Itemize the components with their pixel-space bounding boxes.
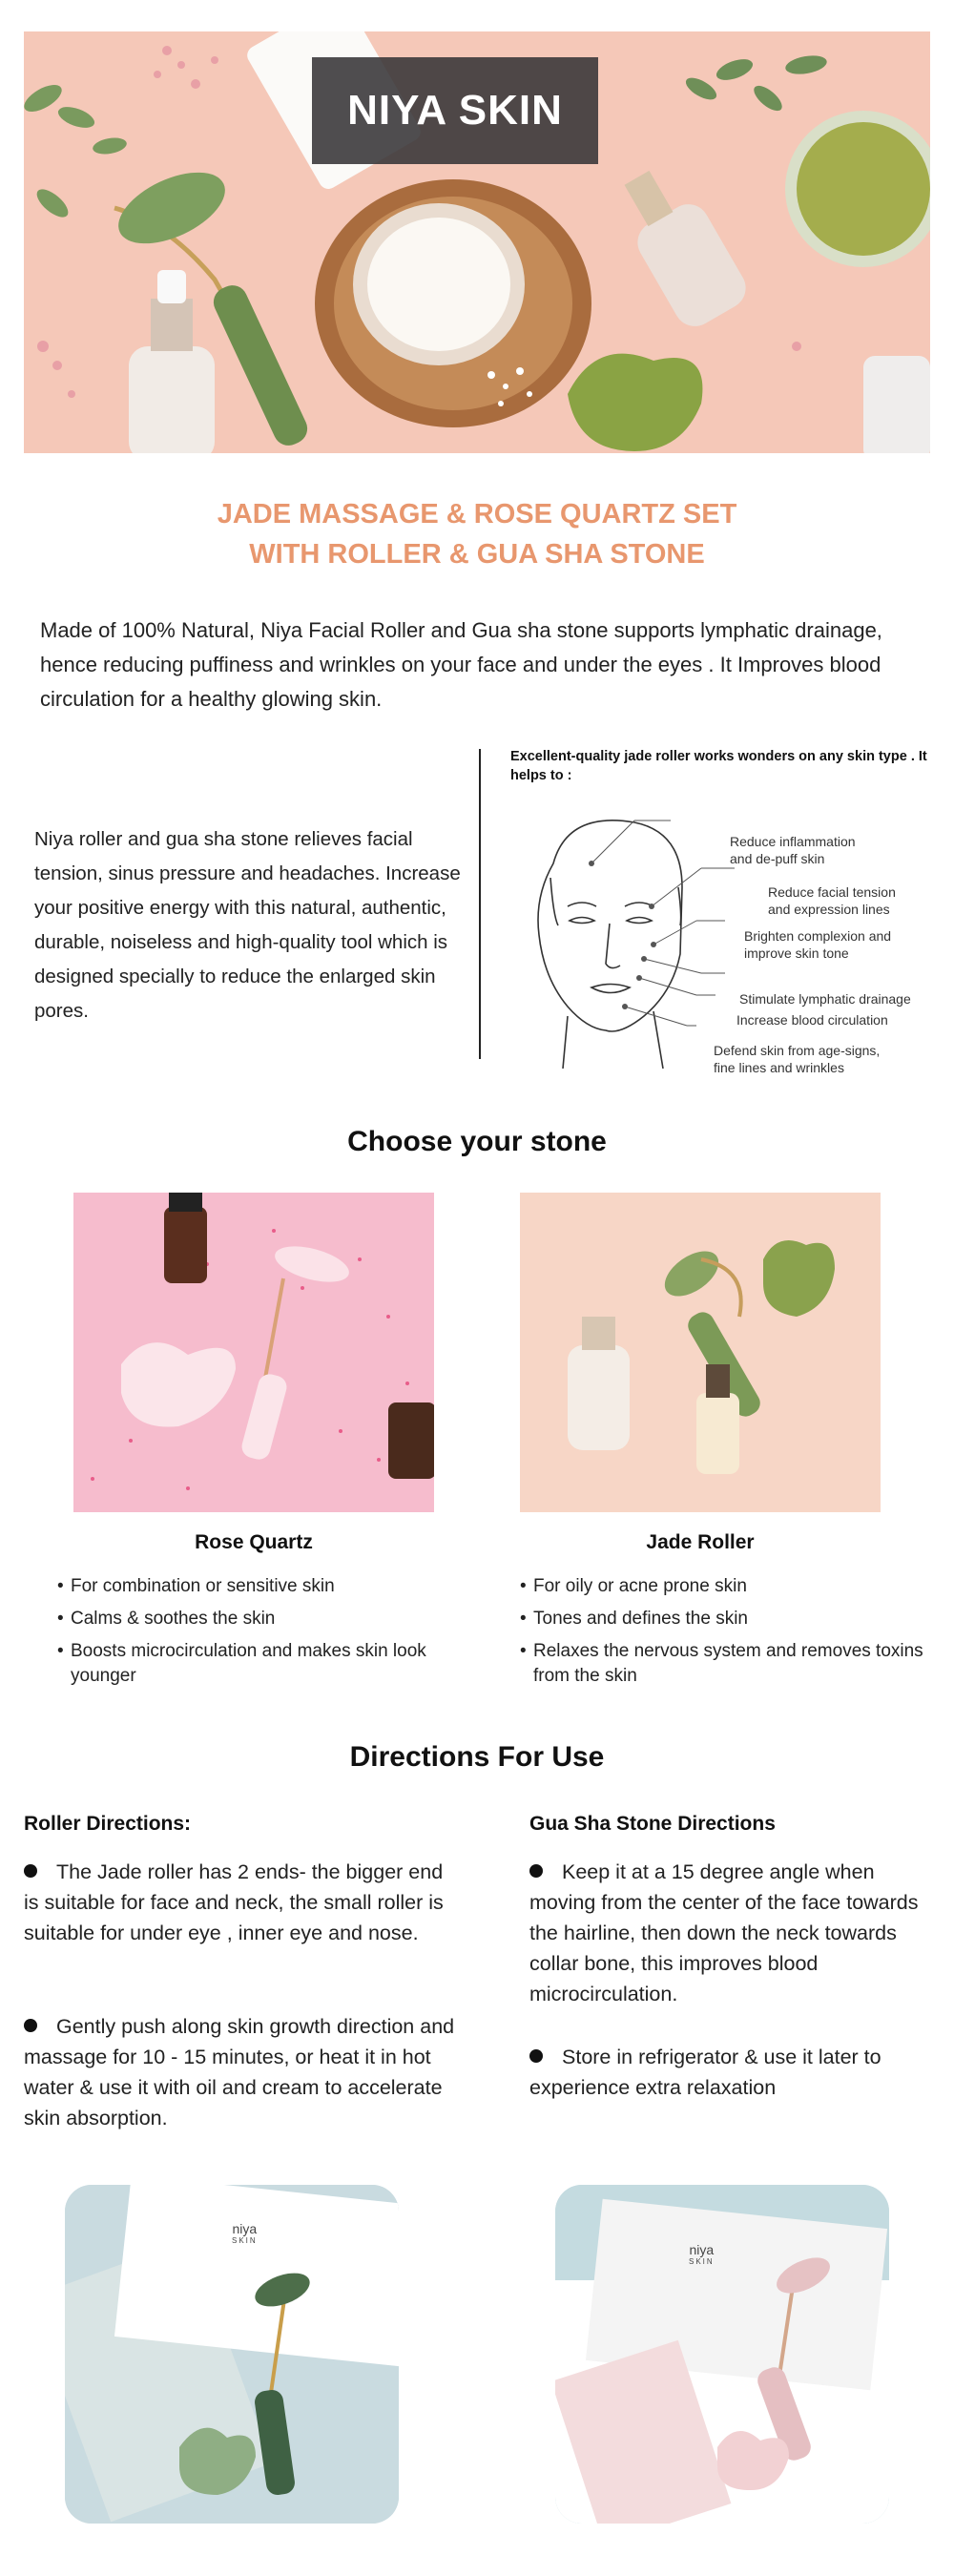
list-item: • Calms & soothes the skin [57, 1607, 458, 1631]
roller-directions-heading: Roller Directions: [24, 1813, 192, 1835]
product-title-line1: JADE MASSAGE & ROSE QUARTZ SET [217, 499, 737, 530]
face-label-complexion: Brighten complexion and improve skin tone [744, 928, 892, 961]
guasha-step-1: Keep it at a 15 degree angle when moving from the center of the face towards the hairline, then down the neck towards collar bone, this improves blood microcirculation. [529, 1860, 919, 2005]
bullet-icon [529, 1864, 543, 1878]
roller-step-1: The Jade roller has 2 ends- the bigger end is suitable for face and neck, the small roller is suitable for under eye , inner eye and nose. [24, 1860, 444, 1944]
product-title [0, 494, 954, 574]
jade-roller-name: Jade Roller [646, 1531, 755, 1553]
directions-title: Directions For Use [349, 1741, 605, 1773]
brand-logo-box [312, 57, 598, 164]
roller-step-2: Gently push along skin growth direction and massage for 10 - 15 minutes, or heat it in hot water & use it with oil and cream to accelerate skin absorption. [24, 2015, 455, 2129]
face-label-age-signs: Defend skin from age-signs, fine lines and wrinkles [714, 1043, 881, 1075]
jade-roller-benefits [520, 1574, 930, 1696]
product-intro: Made of 100% Natural, Niya Facial Roller and Gua sha stone supports lymphatic drainage, hence reducing puffiness and wrinkles on your face and under the eyes . It Improves blood circulation for a healthy glowing skin. [40, 618, 882, 711]
rose-quartz-name: Rose Quartz [195, 1531, 313, 1553]
face-outline-icon [538, 821, 682, 1069]
guasha-step-2: Store in refrigerator & use it later to experience extra relaxation [529, 2046, 881, 2099]
benefits-paragraph: Niya roller and gua sha stone relieves facial tension, sinus pressure and headaches. Increase your positive energy with this natural, authentic, durable, noiseless and high-quality tool which is designed specially to reduce the enlarged skin pores. [34, 828, 461, 1022]
face-label-tension: Reduce facial tension and expression lines [768, 884, 896, 917]
hero-banner [24, 31, 930, 453]
face-diagram-heading: Excellent-quality jade roller works wonders on any skin type . It helps to : [510, 749, 927, 783]
guasha-directions-heading: Gua Sha Stone Directions [529, 1813, 776, 1835]
rose-quartz-benefits [57, 1574, 458, 1696]
face-label-inflammation: Reduce inflammation and de-puff skin [730, 834, 856, 866]
bullet-icon [24, 1864, 37, 1878]
rose-packaging-image [555, 2185, 889, 2524]
rose-quartz-image [73, 1193, 434, 1512]
list-item: • For combination or sensitive skin [57, 1574, 458, 1599]
product-title-line2: WITH ROLLER & GUA SHA STONE [249, 539, 705, 570]
face-label-lymphatic: Stimulate lymphatic drainage [739, 991, 911, 1007]
jade-box-brand: niya SKIN [232, 2221, 258, 2245]
jade-roller-image [520, 1193, 881, 1512]
vertical-divider [479, 749, 481, 1059]
list-item: • Relaxes the nervous system and removes toxins from the skin [520, 1639, 930, 1689]
choose-stone-title: Choose your stone [347, 1126, 607, 1157]
bullet-icon [529, 2049, 543, 2063]
rose-box-brand: niya SKIN [689, 2242, 715, 2266]
list-item: • Boosts microcirculation and makes skin look younger [57, 1639, 458, 1689]
jade-packaging-image [65, 2185, 399, 2524]
face-label-circulation: Increase blood circulation [736, 1012, 888, 1028]
list-item: • For oily or acne prone skin [520, 1574, 930, 1599]
list-item: • Tones and defines the skin [520, 1607, 930, 1631]
brand-name: NIYA SKIN [347, 87, 563, 134]
bullet-icon [24, 2019, 37, 2032]
